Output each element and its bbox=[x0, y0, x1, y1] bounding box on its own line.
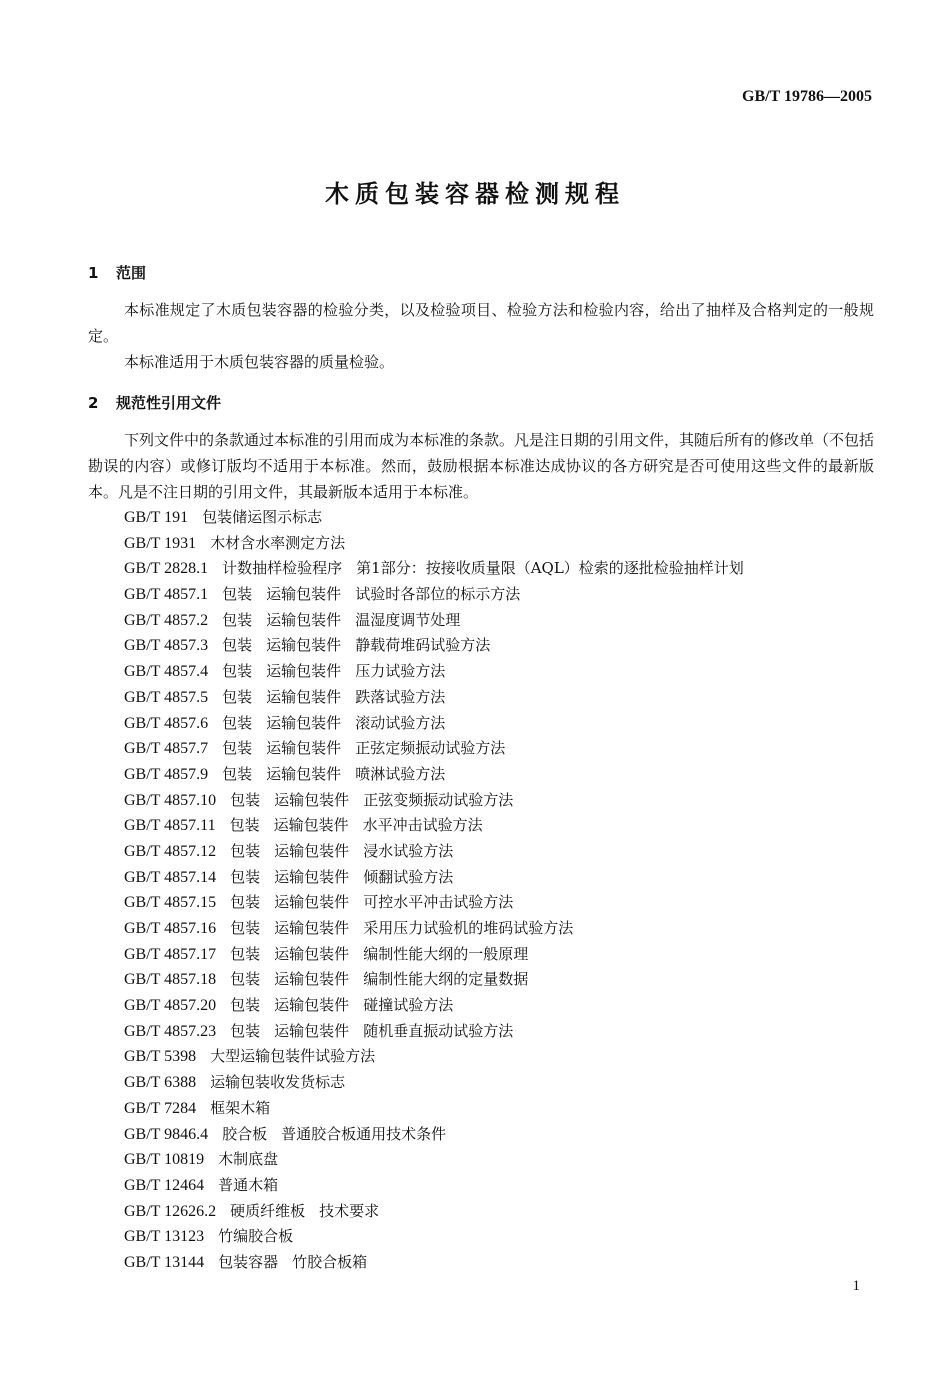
reference-title-part: 碰撞试验方法 bbox=[363, 996, 454, 1015]
reference-title-part: 运输包装件 bbox=[266, 636, 342, 655]
reference-title-part: 滚动试验方法 bbox=[355, 713, 446, 732]
reference-item bbox=[124, 1070, 744, 1096]
reference-title-part: 运输包装件 bbox=[274, 893, 350, 912]
reference-item bbox=[124, 685, 744, 711]
reference-title-part: 包装 bbox=[230, 1021, 261, 1040]
reference-title-part: 包装 bbox=[222, 764, 253, 783]
reference-code: GB/T 13144 bbox=[124, 1253, 205, 1271]
reference-title-part: 正弦变频振动试验方法 bbox=[363, 790, 514, 809]
reference-title-part: 静载荷堆码试验方法 bbox=[355, 636, 491, 655]
reference-item bbox=[124, 1250, 744, 1276]
reference-title-part: 框架木箱 bbox=[210, 1098, 271, 1117]
reference-title-part: 运输包装件 bbox=[266, 585, 342, 604]
reference-code: GB/T 4857.11 bbox=[124, 817, 216, 835]
reference-code: GB/T 4857.4 bbox=[124, 663, 209, 681]
document-title: 木质包装容器检测规程 bbox=[325, 180, 625, 208]
reference-code: GB/T 191 bbox=[124, 509, 189, 526]
reference-title-part: 包装 bbox=[222, 610, 253, 629]
reference-title-part: 木制底盘 bbox=[218, 1150, 279, 1169]
reference-title-part: 运输包装件 bbox=[274, 996, 350, 1015]
reference-title-part: 包装 bbox=[222, 636, 253, 655]
reference-title-part: 运输包装件 bbox=[266, 739, 342, 758]
reference-item bbox=[124, 813, 744, 839]
section-1-number: 1 bbox=[88, 264, 99, 282]
reference-title-part: 运输包装件 bbox=[274, 944, 350, 963]
reference-title-part: 运输包装件 bbox=[274, 867, 350, 886]
reference-code: GB/T 1931 bbox=[124, 534, 197, 552]
reference-title-part: 硬质纤维板 bbox=[230, 1201, 306, 1220]
reference-title-part: 竹编胶合板 bbox=[218, 1227, 294, 1246]
reference-title-part: 包装 bbox=[230, 996, 261, 1015]
reference-title-part: 计数抽样检验程序 bbox=[222, 559, 343, 578]
reference-title-part: 包装 bbox=[230, 944, 261, 963]
reference-code: GB/T 4857.16 bbox=[124, 920, 217, 937]
reference-title-part: 运输包装件 bbox=[274, 841, 350, 860]
reference-code: GB/T 9846.4 bbox=[124, 1125, 209, 1143]
reference-title-part: 随机垂直振动试验方法 bbox=[363, 1021, 514, 1040]
reference-code: GB/T 4857.2 bbox=[124, 611, 209, 629]
reference-item bbox=[124, 1224, 744, 1250]
reference-item bbox=[124, 993, 744, 1019]
reference-title-part: 运输包装件 bbox=[274, 970, 350, 989]
reference-item bbox=[124, 1147, 744, 1173]
reference-title-part: 温湿度调节处理 bbox=[355, 610, 461, 629]
reference-title-part: 喷淋试验方法 bbox=[355, 764, 446, 783]
section-2-title: 规范性引用文件 bbox=[116, 394, 222, 412]
reference-code: GB/T 4857.1 bbox=[124, 586, 209, 604]
reference-title-part: 木材含水率测定方法 bbox=[210, 533, 346, 552]
reference-title-part: 编制性能大纲的一般原理 bbox=[363, 944, 529, 963]
reference-title-part: 运输包装件 bbox=[266, 662, 342, 681]
reference-item bbox=[124, 1122, 744, 1148]
reference-title-part: 压力试验方法 bbox=[355, 662, 446, 681]
reference-code: GB/T 4857.12 bbox=[124, 842, 217, 860]
reference-title-part: 竹胶合板箱 bbox=[292, 1252, 368, 1271]
reference-item bbox=[124, 1173, 744, 1199]
reference-code: GB/T 5398 bbox=[124, 1048, 197, 1066]
reference-title-part: 包装 bbox=[222, 687, 253, 706]
reference-title-part: 运输包装件 bbox=[266, 610, 342, 629]
reference-title-part: 可控水平冲击试验方法 bbox=[363, 893, 514, 912]
reference-title-part: 运输包装件 bbox=[273, 816, 349, 835]
reference-title-part: 包装 bbox=[222, 713, 253, 732]
reference-item bbox=[124, 788, 744, 814]
section-1-paragraph-2: 本标准适用于木质包装容器的质量检验。 bbox=[124, 353, 395, 371]
reference-item bbox=[124, 736, 744, 762]
reference-title-part: 试验时各部位的标示方法 bbox=[355, 585, 521, 604]
reference-code: GB/T 4857.6 bbox=[124, 714, 209, 732]
reference-code: GB/T 4857.20 bbox=[124, 997, 217, 1015]
section-1-heading bbox=[88, 262, 146, 283]
reference-title-part: 运输包装件 bbox=[266, 764, 342, 783]
reference-item bbox=[124, 1096, 744, 1122]
reference-item bbox=[124, 659, 744, 685]
reference-item bbox=[124, 762, 744, 788]
reference-title-part: 包装 bbox=[230, 790, 261, 809]
reference-title-part: 包装 bbox=[229, 816, 260, 835]
reference-title-part: 包装 bbox=[222, 739, 253, 758]
section-2-number: 2 bbox=[88, 394, 99, 412]
reference-code: GB/T 4857.9 bbox=[124, 765, 209, 783]
reference-item bbox=[124, 608, 744, 634]
reference-title-part: 运输包装件 bbox=[266, 687, 342, 706]
reference-item bbox=[124, 1019, 744, 1045]
reference-code: GB/T 7284 bbox=[124, 1099, 197, 1117]
reference-item bbox=[124, 556, 744, 582]
reference-item bbox=[124, 890, 744, 916]
reference-code: GB/T 12626.2 bbox=[124, 1202, 217, 1220]
reference-item bbox=[124, 711, 744, 737]
reference-title-part: 包装 bbox=[230, 867, 261, 886]
reference-title-part: 编制性能大纲的定量数据 bbox=[363, 970, 529, 989]
section-2-heading bbox=[88, 392, 221, 413]
reference-code: GB/T 6388 bbox=[124, 1074, 197, 1092]
reference-code: GB/T 2828.1 bbox=[124, 560, 209, 578]
reference-title-part: 运输包装件 bbox=[274, 1021, 350, 1040]
reference-code: GB/T 4857.14 bbox=[124, 868, 217, 886]
reference-title-part: 普通木箱 bbox=[218, 1175, 279, 1194]
reference-title-part: 包装 bbox=[230, 919, 261, 937]
reference-item bbox=[124, 1044, 744, 1070]
reference-code: GB/T 12464 bbox=[124, 1176, 205, 1194]
reference-title-part: 水平冲击试验方法 bbox=[362, 816, 483, 835]
reference-item bbox=[124, 582, 744, 608]
reference-title-part: 包装储运图示标志 bbox=[202, 508, 323, 526]
reference-title-part: 普通胶合板通用技术条件 bbox=[281, 1124, 447, 1143]
reference-item bbox=[124, 839, 744, 865]
reference-item bbox=[124, 531, 744, 557]
reference-item bbox=[124, 633, 744, 659]
section-2-intro: 下列文件中的条款通过本标准的引用而成为本标准的条款。凡是注日期的引用文件，其随后所有的修改单（不包括勘误的内容）或修订版均不适用于本标准。然而，鼓励根据本标准达成协议的各方研究是否可使用这些文件的最新版本。凡是不注日期的引用文件，其最新版本适用于本标准。 bbox=[88, 431, 875, 501]
reference-title-part: 大型运输包装件试验方法 bbox=[210, 1047, 376, 1066]
reference-code: GB/T 4857.15 bbox=[124, 894, 217, 912]
normative-references-list bbox=[124, 505, 744, 1276]
reference-code: GB/T 10819 bbox=[124, 1151, 205, 1169]
reference-title-part: 技术要求 bbox=[319, 1201, 380, 1220]
reference-item bbox=[124, 1199, 744, 1225]
reference-item bbox=[124, 942, 744, 968]
reference-title-part: 跌落试验方法 bbox=[355, 687, 446, 706]
reference-code: GB/T 4857.3 bbox=[124, 637, 209, 655]
reference-item bbox=[124, 505, 744, 531]
reference-title-part: 包装 bbox=[230, 970, 261, 989]
reference-item bbox=[124, 865, 744, 891]
reference-title-part: 运输包装件 bbox=[274, 919, 350, 937]
reference-title-part: 倾翻试验方法 bbox=[363, 867, 454, 886]
reference-title-part: 包装容器 bbox=[218, 1252, 279, 1271]
reference-title-part: 运输包装件 bbox=[274, 790, 350, 809]
reference-code: GB/T 13123 bbox=[124, 1228, 205, 1246]
reference-code: GB/T 4857.17 bbox=[124, 945, 217, 963]
reference-title-part: 运输包装收发货标志 bbox=[210, 1073, 346, 1092]
section-1-title: 范围 bbox=[116, 264, 147, 282]
reference-code: GB/T 4857.23 bbox=[124, 1022, 217, 1040]
reference-code: GB/T 4857.5 bbox=[124, 688, 209, 706]
reference-title-part: 包装 bbox=[230, 841, 261, 860]
reference-title-part: 胶合板 bbox=[222, 1124, 268, 1143]
standard-code: GB/T 19786—2005 bbox=[742, 88, 872, 105]
reference-title-part: 包装 bbox=[222, 585, 253, 604]
reference-title-part: 包装 bbox=[230, 893, 261, 912]
reference-title-part: 浸水试验方法 bbox=[363, 841, 454, 860]
reference-title-part: 运输包装件 bbox=[266, 713, 342, 732]
reference-code: GB/T 4857.7 bbox=[124, 740, 209, 758]
reference-title-part: 包装 bbox=[222, 662, 253, 681]
reference-item bbox=[124, 967, 744, 993]
reference-title-part: 第1部分：按接收质量限（AQL）检索的逐批检验抽样计划 bbox=[356, 559, 744, 578]
reference-item bbox=[124, 916, 744, 942]
page-number: 1 bbox=[852, 1278, 860, 1294]
reference-title-part: 采用压力试验机的堆码试验方法 bbox=[363, 919, 574, 937]
reference-code: GB/T 4857.18 bbox=[124, 971, 217, 989]
reference-title-part: 正弦定频振动试验方法 bbox=[355, 739, 506, 758]
reference-code: GB/T 4857.10 bbox=[124, 791, 217, 809]
section-1-paragraph-1: 本标准规定了木质包装容器的检验分类，以及检验项目、检验方法和检验内容，给出了抽样及合格判定的一般规定。 bbox=[88, 301, 874, 345]
